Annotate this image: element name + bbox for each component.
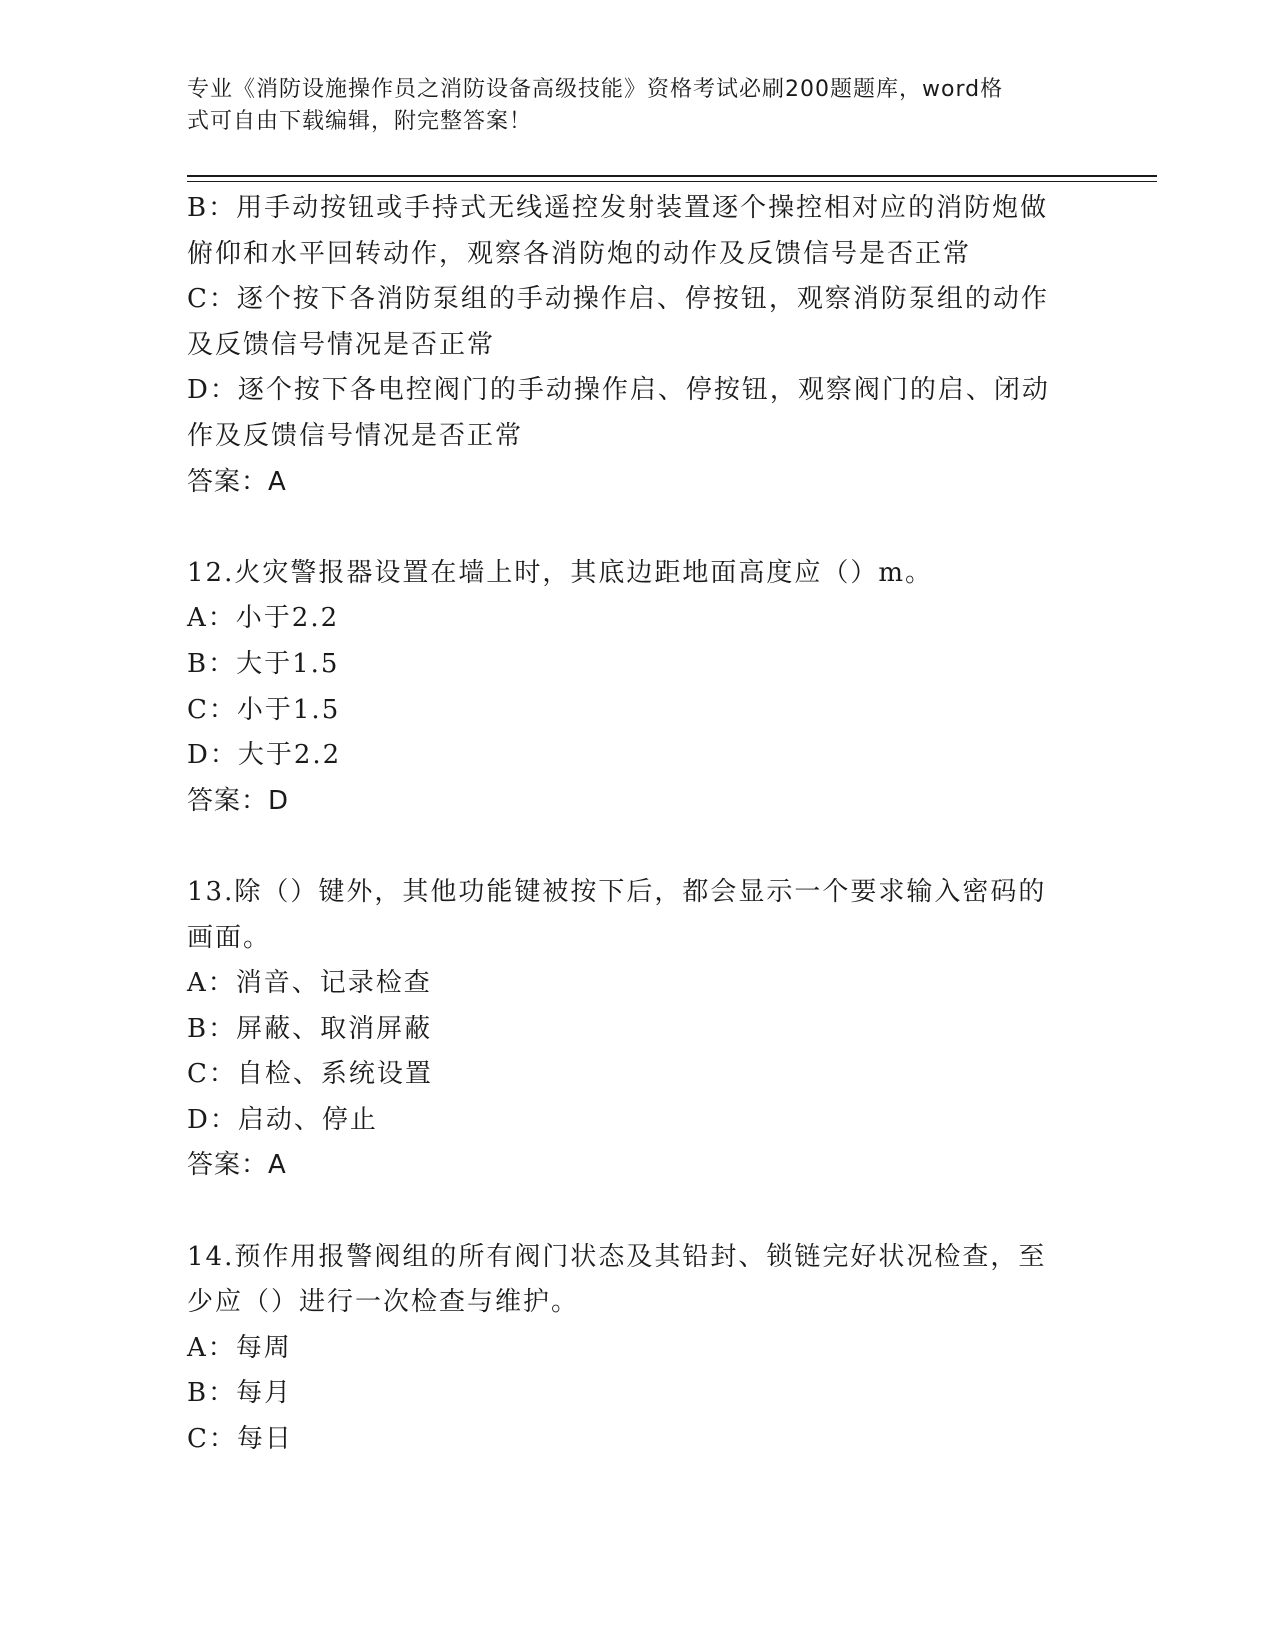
q14-question-line-2: 少应（）进行一次检查与维护。	[187, 1287, 580, 1318]
q14-option-a: A：每周	[187, 1332, 292, 1363]
q11-option-b-line-1: B：用手动按钮或手持式无线遥控发射装置逐个操控相对应的消防炮做	[187, 193, 1049, 223]
q13-answer: 答案：A	[187, 1150, 287, 1181]
q13-option-d: D：启动、停止	[187, 1104, 378, 1135]
document-header	[187, 74, 1077, 138]
q13-option-c: C：自检、系统设置	[187, 1059, 433, 1090]
q11-option-c-line-1: C：逐个按下各消防泵组的手动操作启、停按钮，观察消防泵组的动作	[187, 284, 1049, 315]
document-body	[187, 186, 1077, 1463]
q12-option-d: D：大于2.2	[187, 740, 342, 771]
header-line-1: 专业《消防设施操作员之消防设备高级技能》资格考试必刷200题题库，word格	[187, 77, 1004, 102]
q13-question-line-1: 13.除（）键外，其他功能键被按下后，都会显示一个要求输入密码的	[187, 876, 1047, 907]
q11-option-c-line-2: 及反馈信号情况是否正常	[187, 329, 496, 360]
q13-option-a: A：消音、记录检查	[187, 968, 432, 999]
q12-question: 12.火灾警报器设置在墙上时，其底边距地面高度应（）m。	[187, 557, 934, 588]
q14-option-b: B：每月	[187, 1378, 293, 1409]
question-14	[187, 1235, 1077, 1463]
question-12	[187, 551, 1077, 825]
q14-option-c: C：每日	[187, 1424, 293, 1455]
spacer	[187, 824, 1077, 870]
spacer	[187, 505, 1077, 551]
q12-answer: 答案：D	[187, 785, 290, 816]
q11-answer: 答案：A	[187, 466, 287, 497]
q13-option-b: B：屏蔽、取消屏蔽	[187, 1013, 433, 1044]
question-13	[187, 870, 1077, 1189]
spacer	[187, 1189, 1077, 1235]
q14-question-line-1: 14.预作用报警阀组的所有阀门状态及其铅封、锁链完好状况检查，至	[187, 1241, 1047, 1272]
header-divider-thick	[187, 175, 1157, 177]
q11-option-b-line-2: 俯仰和水平回转动作，观察各消防炮的动作及反馈信号是否正常	[187, 238, 972, 269]
q13-question-line-2: 画面。	[187, 922, 272, 953]
header-line-2: 式可自由下载编辑，附完整答案！	[187, 109, 533, 134]
q12-option-c: C：小于1.5	[187, 694, 341, 725]
q12-option-a: A：小于2.2	[187, 603, 340, 634]
q12-option-b: B：大于1.5	[187, 648, 340, 679]
header-divider-thin	[187, 181, 1157, 182]
question-11-continued	[187, 186, 1077, 505]
q11-option-d-line-2: 作及反馈信号情况是否正常	[187, 420, 524, 451]
q11-option-d-line-1: D：逐个按下各电控阀门的手动操作启、停按钮，观察阀门的启、闭动	[187, 375, 1050, 406]
